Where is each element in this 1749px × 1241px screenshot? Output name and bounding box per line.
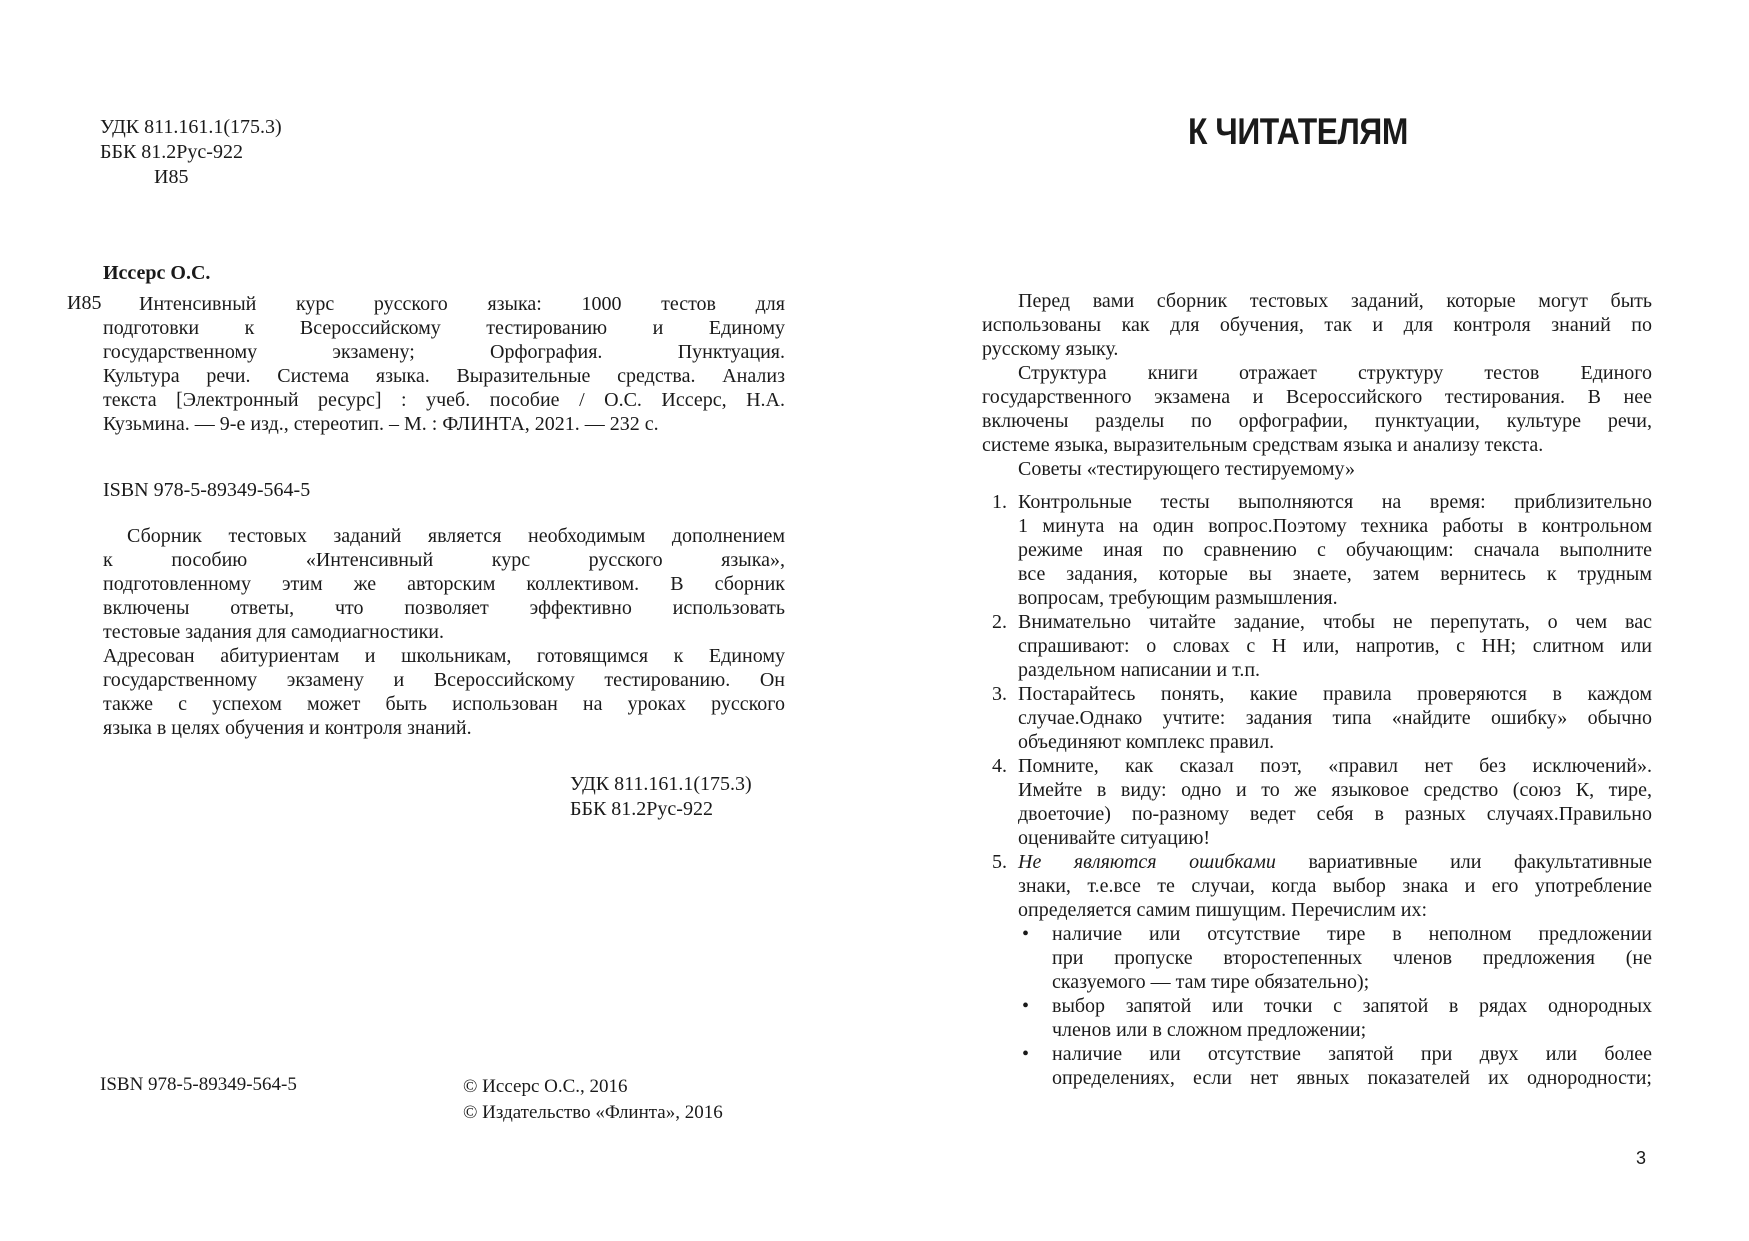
intro-line: использованы как для обучения, так и для контроля знаний по <box>982 314 1652 336</box>
udk-block-bottom <box>570 772 752 822</box>
udk-block-top <box>100 115 282 190</box>
item-line: случае.Однако учтите: задания типа «найдите ошибку» обычно <box>1018 707 1652 729</box>
copyright-author: © Иссерс О.С., 2016 <box>463 1076 628 1097</box>
item-line: определяется самим пишущим. Перечислим их: <box>1018 899 1428 921</box>
item-line: Постарайтесь понять, какие правила проверяются в каждом <box>1018 683 1652 705</box>
intro-line: Перед вами сборник тестовых заданий, которые могут быть <box>1018 290 1652 312</box>
list-item <box>982 754 1652 850</box>
annotation-line: Адресован абитуриентам и школьникам, готовящимся к Единому <box>103 645 785 667</box>
copyright-block <box>463 1074 723 1126</box>
bullet-line: определениях, если нет явных показателей их однородности; <box>1052 1067 1652 1089</box>
bullet-item <box>1018 994 1652 1042</box>
annotation-line: к пособию «Интенсивный курс русского языка», <box>103 549 785 571</box>
item-line: Имейте в виду: одно и то же языковое средство (союз К, тире, <box>1018 779 1652 801</box>
biblio-line: Культура речи. Система языка. Выразительные средства. Анализ <box>103 365 785 387</box>
item-number: 2. <box>992 611 1007 633</box>
udk-code: УДК 811.161.1(175.3) <box>100 116 282 138</box>
item-line: 1 минута на один вопрос.Поэтому техника работы в контрольном <box>1018 515 1652 537</box>
biblio-line: Кузьмина. — 9-е изд., стереотип. – М. : ФЛИНТА, 2021. — 232 с. <box>103 413 659 435</box>
item-line: Контрольные тесты выполняются на время: приблизительно <box>1018 491 1652 513</box>
author-mark: И85 <box>154 166 189 188</box>
annotation-line: тестовые задания для самодиагностики. <box>103 621 444 643</box>
annotation-line: также с успехом может быть использован на уроках русского <box>103 693 785 715</box>
intro-line: системе языка, выразительным средствам языка и анализу текста. <box>982 434 1544 456</box>
isbn-bottom: ISBN 978-5-89349-564-5 <box>100 1074 297 1095</box>
bullet-item <box>1018 922 1652 994</box>
item-line: спрашивают: о словах с Н или, напротив, с НН; слитном или <box>1018 635 1652 657</box>
item-line-rest: вариативные или факультативные <box>1275 851 1653 873</box>
page-number: 3 <box>1636 1148 1647 1168</box>
list-item <box>982 682 1652 754</box>
advice-heading: Советы «тестирующего тестируемому» <box>1018 458 1356 480</box>
copyright-publisher: © Издательство «Флинта», 2016 <box>463 1102 723 1123</box>
udk-code: УДК 811.161.1(175.3) <box>570 773 752 795</box>
item-number: 3. <box>992 683 1007 705</box>
bibliographic-description <box>103 292 785 436</box>
annotation-line: языка в целях обучения и контроля знаний. <box>103 717 472 739</box>
bullet-line: при пропуске второстепенных членов предложения (не <box>1052 947 1652 969</box>
author-code: И85 <box>67 292 102 314</box>
bbk-code: ББК 81.2Рус-922 <box>100 141 243 163</box>
list-item <box>982 610 1652 682</box>
biblio-line: государственному экзамену; Орфография. Пунктуация. <box>103 341 785 363</box>
intro-line: государственного экзамена и Всероссийского тестирования. В нее <box>982 386 1652 408</box>
annotation-line: подготовленному этим же авторским коллективом. В сборник <box>103 573 785 595</box>
item-number: 5. <box>992 851 1007 873</box>
item-number: 1. <box>992 491 1007 513</box>
bullet-icon: • <box>1022 923 1030 945</box>
annotation-line: Сборник тестовых заданий является необходимым дополнением <box>127 525 785 547</box>
item-line: раздельном написании и т.п. <box>1018 659 1261 681</box>
emphasis-text: Не являются ошибками <box>1018 851 1276 873</box>
bullet-line: сказуемого — там тире обязательно); <box>1052 971 1370 993</box>
annotation-line: государственному экзамену и Всероссийскому тестированию. Он <box>103 669 785 691</box>
intro-line: включены разделы по орфографии, пунктуации, культуре речи, <box>982 410 1652 432</box>
item-line: режиме иная по сравнению с обучающим: сначала выполните <box>1018 539 1652 561</box>
bullet-list <box>1018 922 1652 1090</box>
bullet-line: наличие или отсутствие тире в неполном предложении <box>1052 923 1652 945</box>
bullet-line: наличие или отсутствие запятой при двух или более <box>1052 1043 1652 1065</box>
item-number: 4. <box>992 755 1007 777</box>
bullet-icon: • <box>1022 995 1030 1017</box>
list-item <box>982 850 1652 922</box>
item-line <box>1018 850 1652 874</box>
advice-list <box>982 490 1652 1090</box>
bullet-item <box>1018 1042 1652 1090</box>
annotation <box>103 524 785 740</box>
annotation-line: включены ответы, что позволяет эффективно использовать <box>103 597 785 619</box>
intro-line: Структура книги отражает структуру тестов Единого <box>1018 362 1652 384</box>
author-name: Иссерс О.С. <box>103 262 211 284</box>
bullet-line: выбор запятой или точки с запятой в рядах однородных <box>1052 995 1652 1017</box>
biblio-line: текста [Электронный ресурс] : учеб. пособие / О.С. Иссерс, Н.А. <box>103 389 785 411</box>
intro-line: русскому языку. <box>982 338 1119 360</box>
item-line: Внимательно читайте задание, чтобы не перепутать, о чем вас <box>1018 611 1652 633</box>
item-line: оценивайте ситуацию! <box>1018 827 1211 849</box>
biblio-line: Интенсивный курс русского языка: 1000 тестов для <box>139 293 785 315</box>
item-line: вопросам, требующим размышления. <box>1018 587 1338 609</box>
page-title: К ЧИТАТЕЛЯМ <box>1188 111 1408 152</box>
item-line: Помните, как сказал поэт, «правил нет без исключений». <box>1018 755 1652 777</box>
biblio-line: подготовки к Всероссийскому тестированию и Единому <box>103 317 785 339</box>
intro-text <box>982 289 1652 481</box>
bbk-code: ББК 81.2Рус-922 <box>570 798 713 820</box>
list-item <box>982 490 1652 610</box>
item-line: двоеточие) по-разному ведет себя в разных случаях.Правильно <box>1018 803 1652 825</box>
item-line: все задания, которые вы знаете, затем вернитесь к трудным <box>1018 563 1652 585</box>
item-line: объединяют комплекс правил. <box>1018 731 1275 753</box>
bullet-icon: • <box>1022 1043 1030 1065</box>
item-line: знаки, т.е.все те случаи, когда выбор знака и его употребление <box>1018 875 1652 897</box>
isbn: ISBN 978-5-89349-564-5 <box>103 479 311 501</box>
bullet-line: членов или в сложном предложении; <box>1052 1019 1367 1041</box>
